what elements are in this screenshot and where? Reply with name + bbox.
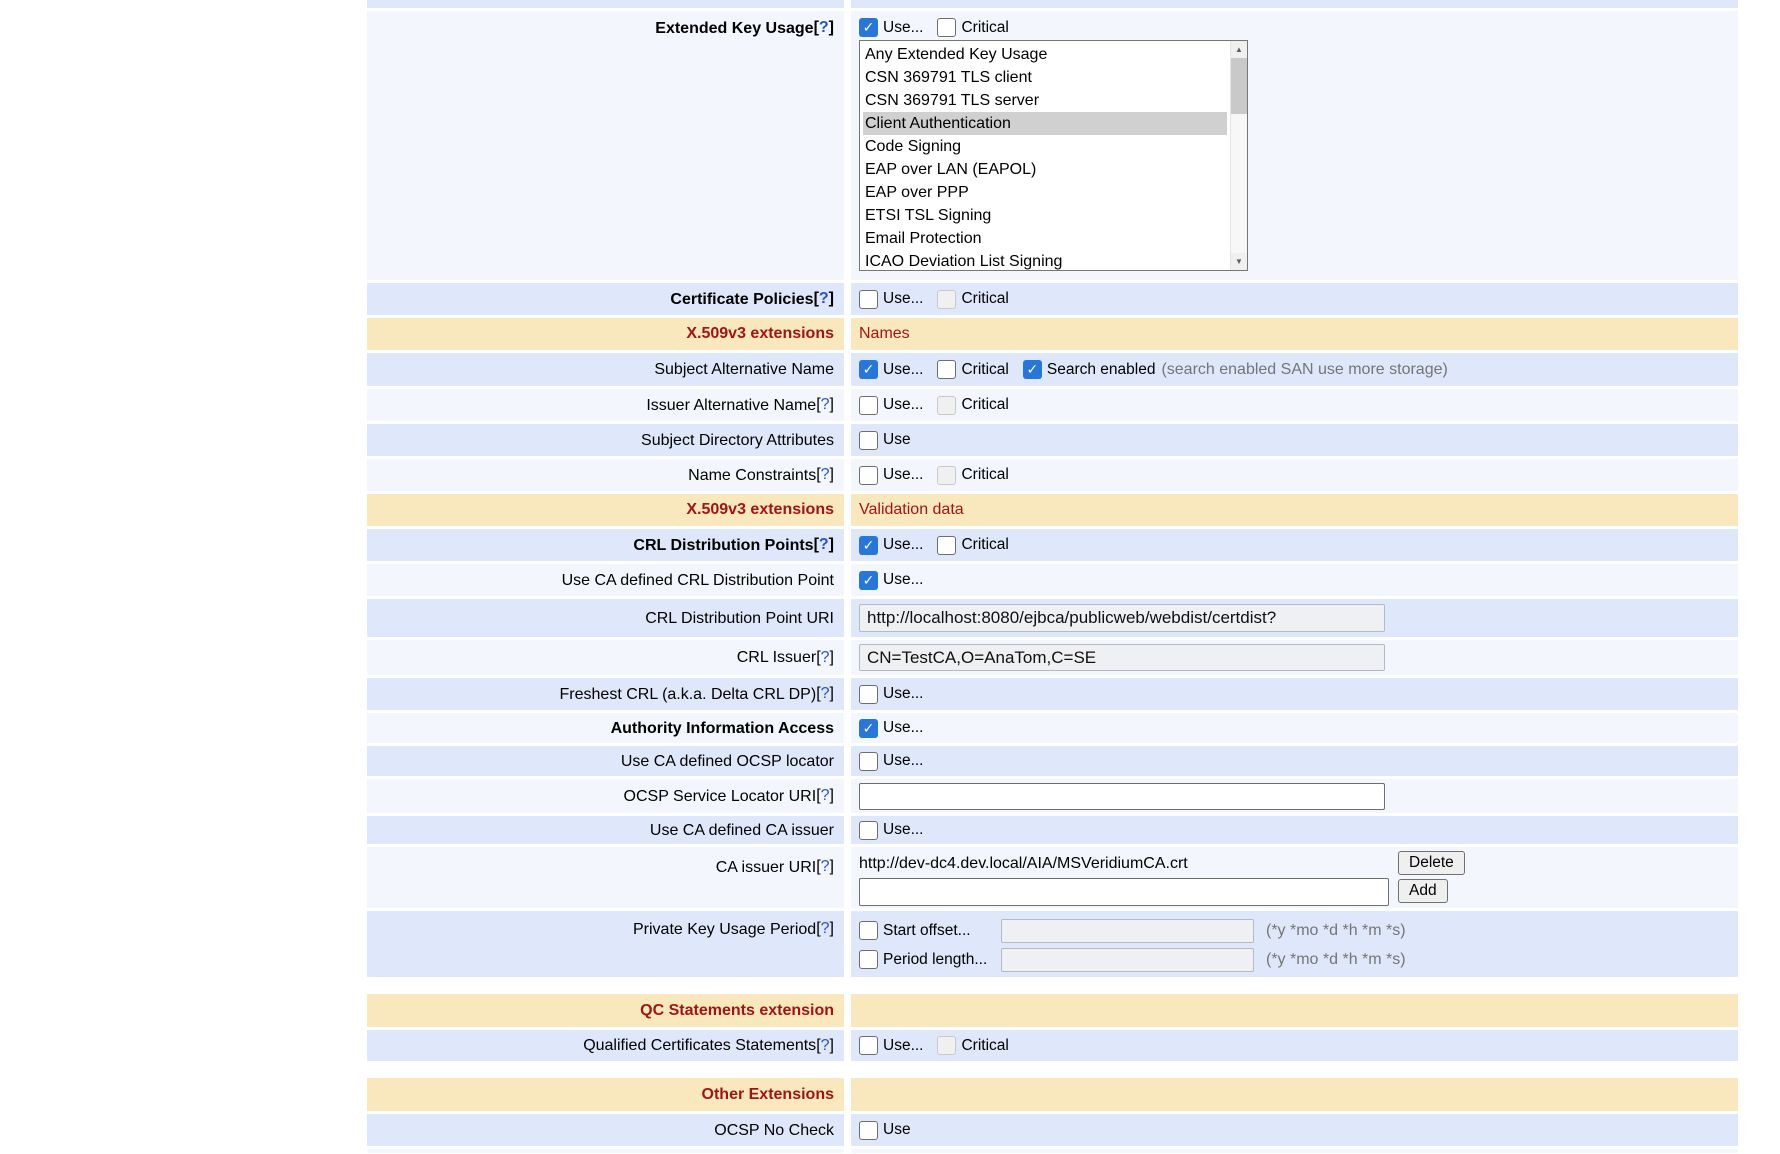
row-ca-issuer-uri xyxy=(367,847,1738,908)
help-link[interactable]: [?] xyxy=(816,466,834,483)
section-subtitle: Validation data xyxy=(859,501,964,518)
row-label: Authority Information Access xyxy=(610,719,834,737)
search-enabled-checkbox[interactable] xyxy=(1023,360,1042,379)
critical-label: Critical xyxy=(961,290,1009,307)
extended-key-usage-listbox[interactable] xyxy=(859,40,1248,271)
listbox-option[interactable]: ICAO Deviation List Signing xyxy=(865,253,1063,270)
critical-checkbox[interactable] xyxy=(937,536,956,555)
profile-table xyxy=(367,0,1738,1153)
row-use-ca-defined-ca-issuer xyxy=(367,816,1738,844)
use-checkbox[interactable] xyxy=(859,18,878,37)
critical-label: Critical xyxy=(961,396,1009,413)
critical-checkbox xyxy=(937,466,956,485)
period-length-label: Period length... xyxy=(883,950,988,968)
row-label: CRL Distribution Points xyxy=(633,536,814,554)
period-length-input xyxy=(1001,948,1254,972)
use-checkbox[interactable] xyxy=(859,466,878,485)
use-checkbox[interactable] xyxy=(859,719,878,738)
use-checkbox[interactable] xyxy=(859,685,878,704)
search-enabled-hint: (search enabled SAN use more storage) xyxy=(1161,360,1448,378)
section-x509-names xyxy=(367,318,1738,350)
help-link[interactable]: [?] xyxy=(816,685,834,702)
row-label: CA issuer URI xyxy=(715,859,817,876)
section-gap xyxy=(367,1064,1738,1078)
use-checkbox[interactable] xyxy=(859,752,878,771)
listbox-option[interactable]: ETSI TSL Signing xyxy=(865,207,992,224)
listbox-option[interactable]: EAP over PPP xyxy=(865,184,969,201)
top-row-strip xyxy=(367,0,1738,8)
help-link[interactable]: [?] xyxy=(816,1036,834,1054)
section-gap xyxy=(367,980,1738,994)
search-enabled-label: Search enabled xyxy=(1046,360,1156,378)
add-button[interactable]: Add xyxy=(1398,879,1448,903)
use-label: Use... xyxy=(883,752,924,769)
use-checkbox[interactable] xyxy=(859,571,878,590)
section-x509-validation xyxy=(367,494,1738,526)
use-checkbox[interactable] xyxy=(859,1121,878,1140)
critical-checkbox xyxy=(937,1036,956,1055)
period-length-checkbox[interactable] xyxy=(859,950,878,969)
row-subject-directory-attributes xyxy=(367,424,1738,456)
use-label: Use... xyxy=(883,571,924,588)
row-label: Freshest CRL (a.k.a. Delta CRL DP) xyxy=(559,685,817,703)
row-label: Qualified Certificates Statements xyxy=(583,1037,817,1054)
use-label: Use... xyxy=(883,290,924,307)
use-label: Use... xyxy=(883,719,924,736)
row-extended-key-usage xyxy=(367,11,1738,280)
row-label: Name Constraints xyxy=(688,466,817,484)
start-offset-label: Start offset... xyxy=(883,921,971,939)
use-checkbox[interactable] xyxy=(859,536,878,555)
use-checkbox[interactable] xyxy=(859,821,878,840)
critical-checkbox[interactable] xyxy=(937,18,956,37)
use-label: Use xyxy=(883,1121,911,1138)
use-checkbox[interactable] xyxy=(859,290,878,309)
row-crl-distribution-points xyxy=(367,529,1738,561)
use-checkbox[interactable] xyxy=(859,1036,878,1055)
row-subject-alternative-name xyxy=(367,353,1738,386)
use-label: Use... xyxy=(883,18,924,36)
use-label: Use... xyxy=(883,396,924,413)
period-length-hint: (*y *mo *d *h *m *s) xyxy=(1266,950,1406,968)
critical-label: Critical xyxy=(961,536,1009,553)
row-crl-dp-uri xyxy=(367,599,1738,637)
critical-checkbox xyxy=(937,290,956,309)
critical-label: Critical xyxy=(961,1036,1009,1054)
row-crl-issuer xyxy=(367,640,1738,675)
row-label: Extended Key Usage xyxy=(655,20,814,37)
use-checkbox[interactable] xyxy=(859,396,878,415)
row-ocsp-no-check xyxy=(367,1114,1738,1146)
help-link[interactable]: [?] xyxy=(813,536,834,553)
help-link[interactable]: [?] xyxy=(816,787,834,804)
critical-label: Critical xyxy=(961,360,1009,378)
ca-issuer-uri-new-input[interactable] xyxy=(859,878,1389,906)
row-ocsp-service-locator-uri xyxy=(367,779,1738,813)
row-label: CRL Distribution Point URI xyxy=(645,609,834,627)
row-issuer-alternative-name xyxy=(367,389,1738,421)
row-authority-information-access xyxy=(367,713,1738,743)
row-label: Issuer Alternative Name xyxy=(646,396,817,414)
row-certificate-policies xyxy=(367,283,1738,315)
help-link[interactable]: [?] xyxy=(816,920,834,937)
use-label: Use... xyxy=(883,360,924,378)
ca-issuer-uri-value: http://dev-dc4.dev.local/AIA/MSVeridiumCA.crt xyxy=(859,855,1188,872)
row-use-ca-defined-ocsp-locator xyxy=(367,746,1738,776)
use-label: Use... xyxy=(883,821,924,838)
row-qualified-certificates-statements xyxy=(367,1030,1738,1061)
help-link[interactable]: [?] xyxy=(816,396,834,413)
section-qc-statements xyxy=(367,994,1738,1027)
listbox-option[interactable]: CSN 369791 TLS client xyxy=(865,69,1032,86)
delete-button[interactable]: Delete xyxy=(1398,851,1465,875)
listbox-option[interactable]: Email Protection xyxy=(865,230,982,247)
row-label: Private Key Usage Period xyxy=(632,921,817,938)
listbox-option[interactable]: EAP over LAN (EAPOL) xyxy=(865,161,1037,178)
use-label: Use xyxy=(883,431,911,448)
critical-checkbox xyxy=(937,396,956,415)
row-label: Use CA defined CRL Distribution Point xyxy=(561,571,834,589)
section-other-extensions xyxy=(367,1078,1738,1111)
help-link[interactable]: [?] xyxy=(813,290,834,307)
ocsp-service-locator-uri-input[interactable] xyxy=(859,783,1385,810)
help-link[interactable]: [?] xyxy=(816,648,834,666)
use-label: Use... xyxy=(883,536,924,553)
row-name-constraints xyxy=(367,459,1738,491)
section-subtitle: Names xyxy=(859,325,910,342)
section-title: X.509v3 extensions xyxy=(686,325,834,342)
row-use-ca-defined-crl-dp xyxy=(367,564,1738,596)
row-label: OCSP No Check xyxy=(714,1121,834,1139)
listbox-scrollbar[interactable] xyxy=(1230,41,1247,270)
scroll-down-icon[interactable] xyxy=(1231,253,1247,270)
listbox-option[interactable]: Code Signing xyxy=(865,138,962,155)
use-checkbox[interactable] xyxy=(859,431,878,450)
help-link[interactable]: [?] xyxy=(816,858,834,875)
section-title: X.509v3 extensions xyxy=(686,501,834,518)
section-title: Other Extensions xyxy=(701,1085,834,1103)
scroll-up-icon[interactable] xyxy=(1231,41,1247,58)
row-label: Certificate Policies xyxy=(670,290,814,308)
row-label: Subject Directory Attributes xyxy=(641,431,834,449)
critical-label: Critical xyxy=(961,466,1009,483)
row-freshest-crl xyxy=(367,678,1738,710)
critical-label: Critical xyxy=(961,18,1009,36)
listbox-option[interactable]: Any Extended Key Usage xyxy=(865,46,1048,63)
help-link[interactable]: [?] xyxy=(813,19,834,36)
start-offset-checkbox[interactable] xyxy=(859,921,878,940)
row-label: OCSP Service Locator URI xyxy=(623,787,817,805)
bottom-row-strip xyxy=(367,1149,1738,1153)
scrollbar-thumb[interactable] xyxy=(1231,58,1247,114)
start-offset-hint: (*y *mo *d *h *m *s) xyxy=(1266,921,1406,939)
listbox-option[interactable]: CSN 369791 TLS server xyxy=(865,92,1040,109)
row-label: Use CA defined CA issuer xyxy=(649,821,834,839)
use-label: Use... xyxy=(883,466,924,483)
row-label: CRL Issuer xyxy=(736,649,817,666)
crl-issuer-input xyxy=(859,644,1385,671)
use-label: Use... xyxy=(883,685,924,702)
listbox-option-selected[interactable]: Client Authentication xyxy=(863,112,1227,135)
row-label: Subject Alternative Name xyxy=(654,361,834,378)
critical-checkbox[interactable] xyxy=(937,360,956,379)
row-label: Use CA defined OCSP locator xyxy=(620,752,834,770)
start-offset-input xyxy=(1001,919,1254,943)
row-private-key-usage-period xyxy=(367,911,1738,977)
section-title: QC Statements extension xyxy=(640,1001,834,1019)
use-label: Use... xyxy=(883,1036,924,1054)
use-checkbox[interactable] xyxy=(859,360,878,379)
crl-dp-uri-input xyxy=(859,604,1385,632)
